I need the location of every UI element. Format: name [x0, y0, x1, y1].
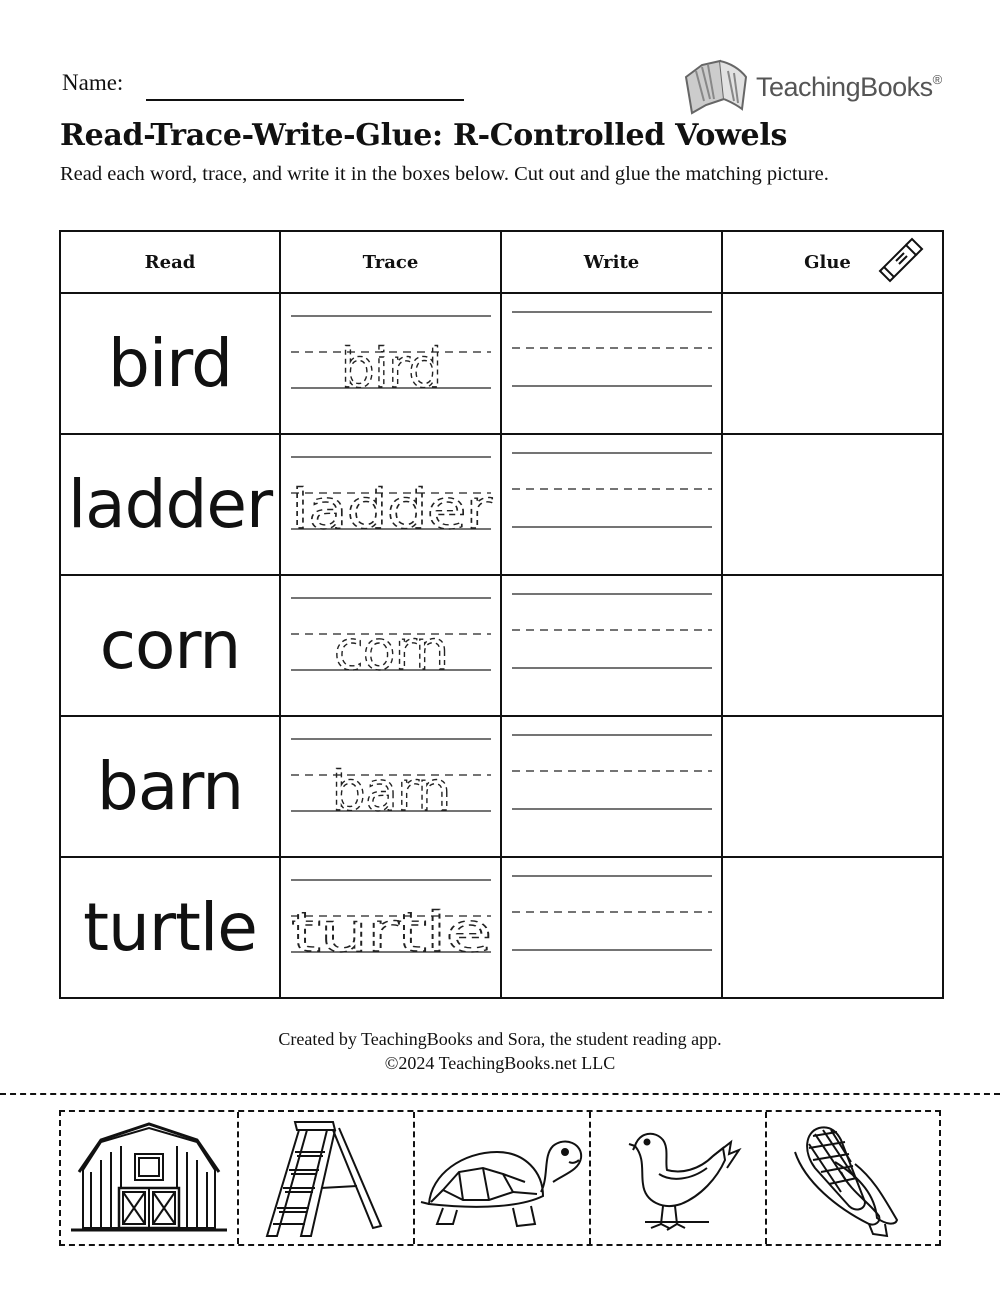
table-row: [60, 857, 943, 998]
logo-text: TeachingBooks®: [756, 72, 942, 102]
writing-guide-lines: [502, 435, 722, 574]
turtle-icon: [413, 1112, 589, 1244]
corn-icon: [765, 1112, 941, 1244]
handwriting-guide-lines: [281, 717, 501, 856]
read-cell: [60, 575, 280, 716]
handwriting-guide-lines: [281, 294, 501, 433]
page-title: Read-Trace-Write-Glue: R-Controlled Vowels: [60, 118, 788, 153]
handwriting-guide-lines: [281, 435, 501, 574]
read-word: ladder: [67, 466, 273, 543]
cut-line: [0, 1093, 1000, 1095]
column-header-read: Read: [60, 231, 280, 293]
corn-picture[interactable]: [765, 1112, 941, 1244]
glue-stick-icon: [876, 235, 928, 287]
handwriting-guide-lines: [281, 858, 501, 997]
table-row: [60, 434, 943, 575]
trace-word: corn: [333, 619, 449, 682]
column-header-glue: [722, 231, 943, 293]
name-label: Name:: [62, 70, 124, 95]
table-row: [60, 716, 943, 857]
trace-cell[interactable]: [280, 716, 501, 857]
table-row: [60, 293, 943, 434]
barn-picture[interactable]: [61, 1112, 237, 1244]
writing-guide-lines: [502, 858, 722, 997]
ladder-icon: [237, 1112, 413, 1244]
trace-word: barn: [331, 760, 451, 823]
read-word: bird: [107, 325, 233, 402]
glue-cell[interactable]: [722, 857, 943, 998]
trace-word: bird: [340, 337, 442, 400]
column-header-trace: Trace: [280, 231, 501, 293]
instructions: Read each word, trace, and write it in the boxes below. Cut out and glue the matching picture.: [60, 163, 829, 185]
worksheet-table: [59, 230, 944, 999]
write-cell[interactable]: [501, 716, 722, 857]
bird-picture[interactable]: [589, 1112, 765, 1244]
trace-word: turtle: [291, 901, 491, 964]
barn-icon: [61, 1112, 237, 1244]
write-cell[interactable]: [501, 857, 722, 998]
read-cell: [60, 857, 280, 998]
name-line[interactable]: [146, 99, 464, 101]
glue-cell[interactable]: [722, 434, 943, 575]
read-word: turtle: [83, 889, 257, 966]
bird-icon: [589, 1112, 765, 1244]
trace-cell[interactable]: [280, 434, 501, 575]
table-row: [60, 575, 943, 716]
write-cell[interactable]: [501, 575, 722, 716]
writing-guide-lines: [502, 717, 722, 856]
footer-copyright: ©2024 TeachingBooks.net LLC: [384, 1053, 616, 1073]
read-word: corn: [99, 607, 241, 684]
turtle-picture[interactable]: [413, 1112, 589, 1244]
glue-cell[interactable]: [722, 293, 943, 434]
write-cell[interactable]: [501, 293, 722, 434]
cutout-picture-strip: [59, 1110, 941, 1246]
glue-cell[interactable]: [722, 716, 943, 857]
trace-cell[interactable]: [280, 575, 501, 716]
column-header-write: Write: [501, 231, 722, 293]
read-cell: [60, 716, 280, 857]
write-cell[interactable]: [501, 434, 722, 575]
read-cell: [60, 293, 280, 434]
read-cell: [60, 434, 280, 575]
glue-cell[interactable]: [722, 575, 943, 716]
footer-credit: Created by TeachingBooks and Sora, the student reading app.: [278, 1029, 722, 1049]
trace-cell[interactable]: [280, 293, 501, 434]
trace-word: ladder: [291, 478, 494, 541]
handwriting-guide-lines: [281, 576, 501, 715]
ladder-picture[interactable]: [237, 1112, 413, 1244]
writing-guide-lines: [502, 576, 722, 715]
writing-guide-lines: [502, 294, 722, 433]
trace-cell[interactable]: [280, 857, 501, 998]
table-header-row: [60, 231, 943, 293]
read-word: barn: [96, 748, 244, 825]
glue-label: Glue: [804, 251, 851, 273]
